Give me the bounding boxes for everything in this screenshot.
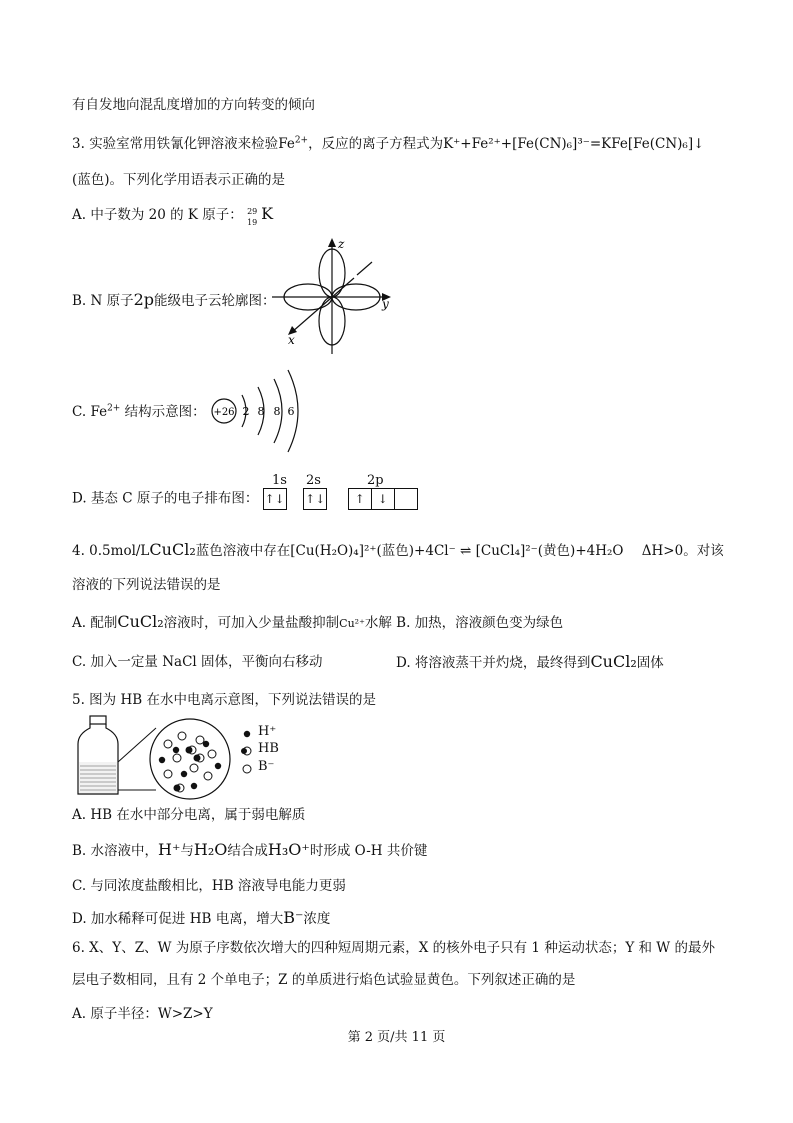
q3b-label: B. N 原子 <box>72 293 134 309</box>
q3-option-b <box>72 290 276 311</box>
q6-option-a: A. 原子半径：W>Z>Y <box>72 1006 213 1022</box>
q4-option-d <box>396 652 664 673</box>
q4-stem-line1 <box>72 540 724 561</box>
q3-fe: Fe <box>278 136 295 152</box>
q4-stem-line2: 溶液的下列说法错误的是 <box>72 577 221 593</box>
shell-3-count: 8 <box>273 405 281 418</box>
legend-h-plus: H⁺ <box>258 724 277 739</box>
nucleus-charge: +26 <box>213 407 235 418</box>
x-axis-label: x <box>288 333 295 347</box>
orbital-cell: ↑↓ <box>305 492 326 506</box>
page-footer: 第 2 页/共 11 页 <box>347 1030 446 1045</box>
q3a-label: A. 中子数为 20 的 K 原子： <box>72 207 243 223</box>
q3-fe-charge: 2+ <box>294 135 309 146</box>
q5-optD-a: D. 加水稀释可促进 HB 电离，增大 <box>72 911 284 927</box>
orbital-box-2s <box>303 488 327 510</box>
q6-stem-line2: 层电子数相同，且有 2 个单电子；Z 的单质进行焰色试验显黄色。下列叙述正确的是 <box>72 972 576 988</box>
q3-stem-line2: (蓝色)。下列化学用语表示正确的是 <box>72 172 286 188</box>
q3-equation: K⁺+Fe²⁺+[Fe(CN)₆]³⁻=KFe[Fe(CN)₆]↓ <box>443 136 705 152</box>
q5-option-a: A. HB 在水中部分电离，属于弱电解质 <box>72 807 306 823</box>
q5-optB-c: 结合成 <box>227 843 268 859</box>
q3-number: 3. <box>72 136 85 152</box>
q3a-atomic-number: 19 <box>247 218 258 227</box>
q5-optB-b: 与 <box>180 843 194 859</box>
q6-stem-line1: 6. X、Y、Z、W 为原子序数依次增大的四种短周期元素，X 的核外电子只有 1 种运动状态；Y 和 W 的最外 <box>72 940 715 956</box>
q3b-orbital: 2p <box>133 290 155 309</box>
q4-optA-cu: Cu²⁺ <box>339 617 365 630</box>
continued-text: 有自发地向混乱度增加的方向转变的倾向 <box>72 97 315 113</box>
q3-stem-line1 <box>72 134 704 154</box>
q3-option-d <box>72 488 418 510</box>
q3c-label2: 结构示意图： <box>124 404 206 420</box>
q3-option-a <box>72 204 273 225</box>
q3c-label: C. <box>72 404 87 420</box>
q3-text-a: 实验室常用铁氰化钾溶液来检验 <box>89 136 279 152</box>
orbital-label-2p: 2p <box>367 473 384 488</box>
z-axis-label: z <box>338 237 345 251</box>
q5-optB-h3o: H₃O⁺ <box>267 840 310 859</box>
q5-option-d <box>72 908 330 929</box>
orbital-label-1s: 1s <box>272 473 287 488</box>
y-axis-label: y <box>382 297 389 311</box>
orbital-box-1s <box>263 488 287 510</box>
shell-2-count: 8 <box>257 405 265 418</box>
q5-option-c: C. 与同浓度盐酸相比，HB 溶液导电能力更弱 <box>72 878 346 894</box>
orbital-cell <box>395 489 417 509</box>
legend-hb: HB <box>258 741 279 756</box>
q3b-label2: 能级电子云轮廓图： <box>154 293 276 309</box>
orbital-cell: ↑↓ <box>264 492 285 506</box>
q4-cucl2: CuCl₂ <box>149 540 196 559</box>
ionization-diagram <box>72 714 275 804</box>
orbital-label-2s: 2s <box>306 473 321 488</box>
orbital-cell: ↓ <box>372 489 395 509</box>
shell-1-count: 2 <box>242 405 250 418</box>
q4-optD-b: 固体 <box>636 655 664 671</box>
p-orbital-diagram <box>262 234 402 356</box>
q4-line1-a: 4. 0.5mol/L <box>72 543 150 559</box>
q5-stem: 5. 图为 HB 在水中电离示意图，下列说法错误的是 <box>72 692 376 708</box>
q4-optA-a: A. 配制 <box>72 615 118 631</box>
q5-option-b <box>72 840 427 861</box>
q5-optB-h: H⁺ <box>158 840 181 859</box>
orbital-box-2p <box>348 488 418 510</box>
q4-option-c: C. 加入一定量 NaCl 固体，平衡向右移动 <box>72 654 323 670</box>
q5-optD-b: B⁻ <box>283 908 304 927</box>
q3-option-c <box>72 402 206 422</box>
q5-optB-a: B. 水溶液中， <box>72 843 159 859</box>
q4-line1-b: 蓝色溶液中存在[Cu(H₂O)₄]²⁺(蓝色)+4Cl⁻ ⇌ [CuCl₄]²⁻(黄色)+4H₂O <box>195 543 624 559</box>
q3a-mass-number: 29 <box>247 207 258 216</box>
q4-optA-cucl2: CuCl₂ <box>117 612 164 631</box>
q4-optD-cucl2: CuCl₂ <box>590 652 637 671</box>
q3-text-b: ，反应的离子方程式为 <box>308 136 444 152</box>
q5-optD-c: 浓度 <box>303 911 331 927</box>
q4-options-ab <box>72 612 563 634</box>
shell-4-count: 6 <box>287 405 295 418</box>
atomic-structure-diagram <box>208 362 308 462</box>
q4-optD-a: D. 将溶液蒸干并灼烧，最终得到 <box>396 655 591 671</box>
orbital-cell: ↑ <box>349 489 372 509</box>
q4-delta-h: ΔH>0。对该 <box>641 543 724 559</box>
q5-optB-d: 时形成 O-H 共价键 <box>309 843 428 859</box>
q4-optA-c: 水解 B. 加热，溶液颜色变为绿色 <box>364 615 564 631</box>
q5-optB-h2o: H₂O <box>193 840 228 859</box>
legend-b-minus: B⁻ <box>258 759 275 774</box>
q4-optA-b: 溶液时，可加入少量盐酸抑制 <box>163 615 340 631</box>
q3d-label: D. 基态 C 原子的电子排布图： <box>72 490 259 507</box>
q3c-ion-charge: 2+ <box>107 403 121 414</box>
q3c-ion: Fe <box>90 404 108 420</box>
q3a-symbol: K <box>261 204 274 223</box>
